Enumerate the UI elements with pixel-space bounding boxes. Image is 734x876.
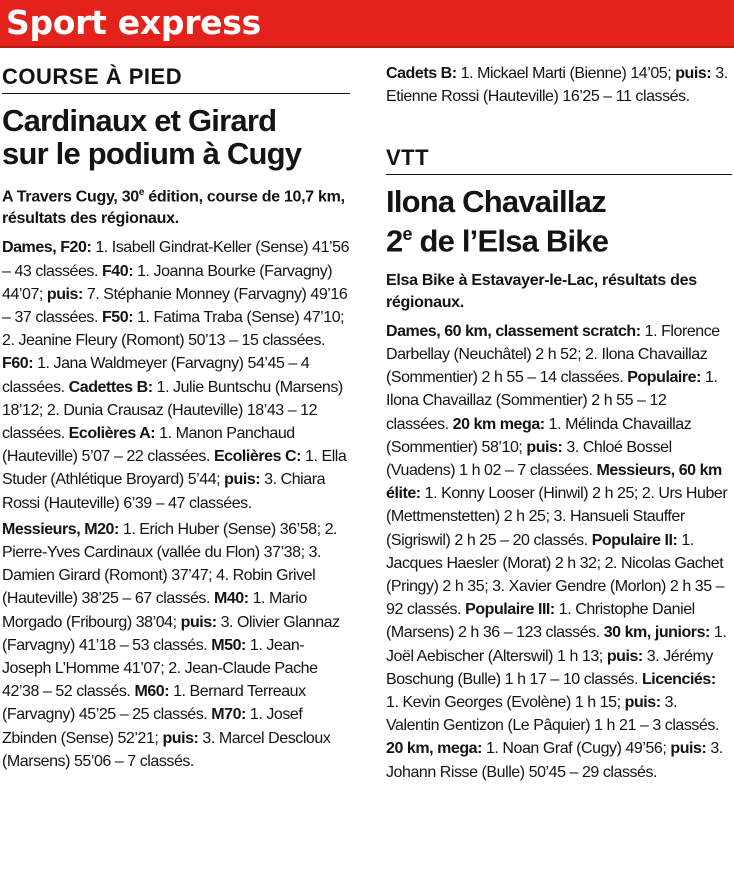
result-text: 1. Manon Panchaud (Hauteville) 5’07 – 22 classées. [2,424,295,466]
category-label: Ecolières C: [213,448,302,466]
category-label: puis: [180,613,217,631]
result-text: 1. Mario Morgado (Fribourg) 38’04; [2,590,307,631]
category-label: Messieurs, 60 km élite: [386,461,722,503]
result-text: 7. Stéphanie Monney (Farvagny) 49’16 – 37 classées. [2,285,348,326]
result-text: 1. Jacques Haesler (Morat) 2 h 32; 2. Nicolas Gachet (Pringy) 2 h 35; 3. Xavier Gendre (Morlon) 2 h 35 – 92 classés. [386,531,725,619]
results-messieurs [2,518,350,773]
result-text: 3. Valentin Gentizon (Le Pâquier) 1 h 21 – 3 classés. [386,693,719,735]
category-label: M40: [213,590,249,608]
result-text: 1. Kevin Georges (Evolène) 1 h 15; [386,693,625,711]
headline-line-1: Cardinaux et Girard [2,103,277,138]
result-text: 3. Olivier Glannaz (Farvagny) 41’18 – 53 classés. [2,613,340,654]
category-label: F60: [2,355,34,373]
category-label: puis: [624,693,661,711]
result-text: 1. Ella Studer (Athlétique Broyard) 5’44; [2,448,347,489]
headline-line-2: sur le podium à Cugy [2,136,302,171]
results-vtt [386,320,732,784]
lead-part-1: A Travers Cugy, 30 [2,188,139,206]
category-label: Dames, 60 km, classement scratch: [386,322,641,340]
result-text: 1. Florence Darbellay (Neuchâtel) 2 h 52; 2. Ilona Chavaillaz (Sommentier) 2 h 55 – 14 classées. [386,322,720,387]
lead-part-2: édition, course de 10,7 km, résultats des régionaux. [2,188,345,228]
headline-vtt-line-1: Ilona Chavaillaz [386,184,606,220]
results-cadets [386,62,732,108]
headline-course-a-pied [2,104,350,170]
sport-express-banner: Sport express [0,0,734,48]
section-title-vtt: VTT [386,137,732,175]
result-text: 1. Isabell Gindrat-Keller (Sense) 41’56 – 43 classées. [2,239,350,280]
category-label: puis: [162,729,199,747]
category-label: Cadets B: [386,65,457,82]
result-text: 3. Chiara Rossi (Hauteville) 6’39 – 47 classées. [2,471,326,512]
result-text: 3. Jérémy Boschung (Bulle) 1 h 17 – 10 classés. [386,647,713,688]
result-text: 1. Noan Graf (Cugy) 49’56; [481,740,671,758]
lead-course-a-pied [2,182,350,230]
category-label: Cadettes B: [68,378,153,396]
category-label: puis: [606,647,643,665]
category-label: puis: [526,438,563,456]
category-label: 20 km, mega: [386,740,482,758]
lead-superscript: e [138,187,145,198]
result-text: 1. Ilona Chavaillaz (Sommentier) 2 h 55 – 12 classées. [386,369,718,433]
result-text: 1. Joël Aebischer (Alterswil) 1 h 13; [386,624,727,665]
category-label: Populaire II: [591,531,678,549]
result-text: 1. Joanna Bourke (Farvagny) 44’07; [2,262,333,303]
headline-vtt-superscript: e [402,224,412,245]
results-dames [2,236,350,514]
category-label: puis: [670,740,707,758]
category-label: M50: [211,636,246,654]
result-text: 1. Konny Looser (Hinwil) 2 h 25; 2. Urs Huber (Mettmenstetten) 2 h 25; 3. Hansueli Stauffer (Sigriswil) 2 h 25 – 20 classés. [386,485,728,549]
headline-vtt-number: 2 [386,223,403,259]
category-label: Dames, F20: [2,239,92,257]
category-label: M70: [211,706,246,724]
headline-vtt-line-2: de l’Elsa Bike [411,223,609,259]
result-text: 3. Johann Risse (Bulle) 50’45 – 29 classés. [386,740,723,781]
result-text: 3. Marcel Descloux (Marsens) 55’06 – 7 classés. [2,729,331,770]
category-label: Populaire: [627,369,702,387]
result-text: 3. Etienne Rossi (Hauteville) 16’25 – 11 classés. [386,65,728,106]
category-label: F50: [101,308,134,326]
section-title-course-a-pied: COURSE À PIED [2,56,350,94]
category-label: puis: [46,285,83,303]
result-text: 3. Chloé Bossel (Vuadens) 1 h 02 – 7 classées. [386,438,672,479]
column-course-a-pied [2,56,350,776]
result-text: 1. Julie Buntschu (Marsens) 18’12; 2. Dunia Crausaz (Hauteville) 18’43 – 12 classées. [2,378,343,442]
category-label: Licenciés: [641,670,716,688]
result-text: 1. Bernard Terreaux (Farvagny) 45’25 – 25 classés. [2,683,306,724]
category-label: Ecolières A: [68,424,156,442]
category-label: M60: [134,683,170,701]
result-text: 1. Jean-Joseph L’Homme 41’07; 2. Jean-Claude Pache 42’38 – 52 classés. [2,636,318,701]
category-label: puis: [675,65,712,82]
result-text: 1. Erich Huber (Sense) 36’58; 2. Pierre-Yves Cardinaux (vallée du Flon) 37’38; 3. Damien Girard (Romont) 37’47; 4. Robin Grivel (Hauteville) 38’25 – 67 classés. [2,520,338,608]
result-text: 1. Jana Waldmeyer (Farvagny) 54’45 – 4 classées. [2,355,310,396]
category-label: Populaire III: [465,601,555,619]
headline-vtt [386,185,732,257]
result-text: 1. Mickael Marti (Bienne) 14’05; [456,65,676,82]
result-text: 1. Christophe Daniel (Marsens) 2 h 36 – 123 classés. [386,601,695,642]
lead-vtt: Elsa Bike à Estavayer-le-Lac, résultats des régionaux. [386,271,697,311]
result-text: 1. Josef Zbinden (Sense) 52’21; [2,706,303,747]
category-label: puis: [224,471,261,489]
category-label: 30 km, juniors: [603,624,710,642]
result-text: 1. Fatima Traba (Sense) 47’10; 2. Jeanine Fleury (Romont) 50’13 – 15 classées. [2,308,345,350]
result-text: 1. Mélinda Chavaillaz (Sommentier) 58’10; [386,415,692,456]
category-label: Messieurs, M20: [2,520,119,538]
column-vtt [386,62,732,787]
category-label: 20 km mega: [452,415,545,433]
category-label: F40: [101,262,134,280]
